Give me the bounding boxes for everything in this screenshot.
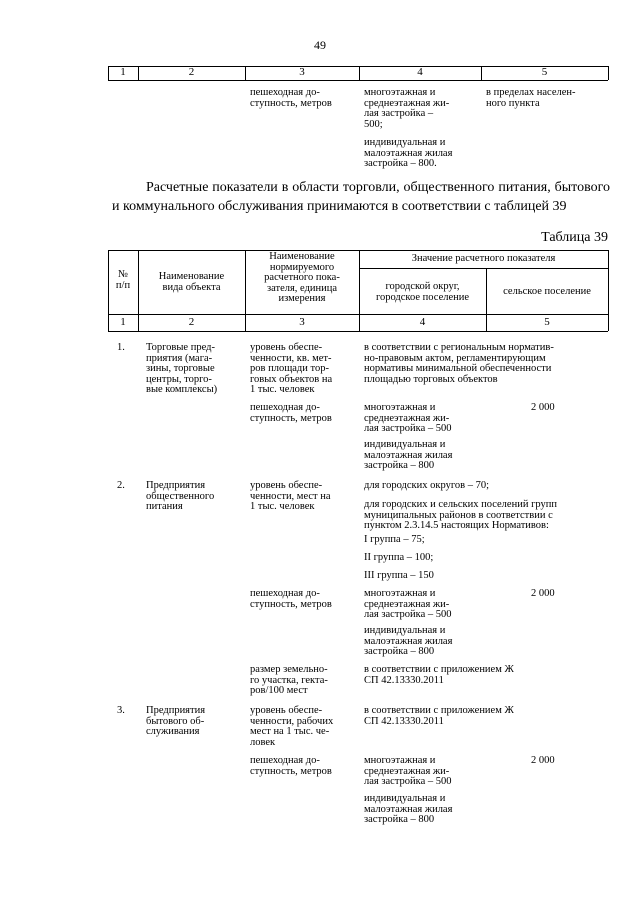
row-value: в соответствии с приложением Ж СП 42.13330.2011	[364, 705, 514, 727]
row-value: многоэтажная и среднеэтажная жи- лая застройка – 500	[364, 402, 452, 434]
row-rural-value: 2 000	[531, 588, 555, 599]
header-number: № п/п	[115, 269, 131, 291]
row-value: в соответствии с приложением Ж СП 42.13330.2011	[364, 664, 514, 686]
row-value: II группа – 100;	[364, 552, 434, 563]
col-number-2: 2	[188, 316, 195, 328]
top-col-number-2: 2	[188, 66, 195, 78]
row-indicator: пешеходная до- ступность, метров	[250, 755, 332, 777]
row-indicator: уровень обеспе- ченности, мест на 1 тыс. человек	[250, 480, 331, 512]
row-value: в соответствии с региональным норматив- но-правовым актом, регламентирующим нормативы минимальной обеспеченности площадью торговых объектов	[364, 342, 554, 385]
row-number: 2.	[117, 480, 125, 491]
row-value: I группа – 75;	[364, 534, 425, 545]
top-col-number-4: 4	[417, 66, 423, 78]
row-rural-value: 2 000	[531, 402, 555, 413]
row-object: Предприятия общественного питания	[146, 480, 215, 512]
top-cell-value-multistorey: многоэтажная и среднеэтажная жи- лая застройка – 500;	[364, 87, 450, 130]
top-cell-value-individual: индивидуальная и малоэтажная жилая застройка – 800.	[364, 137, 453, 169]
top-col-number-5: 5	[541, 66, 548, 78]
table-caption: Таблица 39	[541, 230, 608, 245]
row-value: многоэтажная и среднеэтажная жи- лая застройка – 500	[364, 588, 452, 620]
header-indicator: Наименование нормируемого расчетного пока- зателя, единица измерения	[264, 251, 340, 304]
body-paragraph: Расчетные показатели в области торговли, общественного питания, бытового и коммунального обслуживания принимаются в соответствии с таблицей 39	[112, 180, 610, 214]
row-number: 1.	[117, 342, 125, 353]
row-indicator: пешеходная до- ступность, метров	[250, 588, 332, 610]
col-number-4: 4	[419, 316, 426, 328]
header-object: Наименование вида объекта	[158, 271, 225, 293]
row-value: индивидуальная и малоэтажная жилая застройка – 800	[364, 793, 453, 825]
row-value: для городских округов – 70;	[364, 480, 490, 491]
col-number-3: 3	[299, 316, 305, 328]
row-value: индивидуальная и малоэтажная жилая застройка – 800	[364, 625, 453, 657]
header-value: Значение расчетного показателя	[411, 253, 556, 264]
col-number-5: 5	[544, 316, 550, 328]
page-number: 49	[314, 38, 326, 52]
top-col-number-1: 1	[120, 66, 126, 78]
row-indicator: пешеходная до- ступность, метров	[250, 402, 332, 424]
header-rural: сельское поселение	[503, 286, 591, 297]
row-number: 3.	[117, 705, 125, 716]
top-cell-indicator: пешеходная до- ступность, метров	[250, 87, 332, 109]
row-value: для городских и сельских поселений групп муниципальных районов в соответствии с пунктом 2.3.14.5 настоящих Нормативов:	[364, 499, 557, 531]
row-indicator: уровень обеспе- ченности, рабочих мест на 1 тыс. че- ловек	[250, 705, 334, 748]
top-cell-rural: в пределах населен- ного пункта	[486, 87, 576, 109]
row-object: Предприятия бытового об- служивания	[146, 705, 206, 737]
row-value: индивидуальная и малоэтажная жилая застройка – 800	[364, 439, 453, 471]
row-indicator: размер земельно- го участка, гекта- ров/100 мест	[250, 664, 328, 696]
top-col-number-3: 3	[299, 66, 305, 78]
row-value: многоэтажная и среднеэтажная жи- лая застройка – 500	[364, 755, 452, 787]
row-value: III группа – 150	[364, 570, 434, 581]
row-rural-value: 2 000	[531, 755, 555, 766]
row-indicator: уровень обеспе- ченности, кв. мет- ров площади тор- говых объектов на 1 тыс. человек	[250, 342, 333, 395]
row-object: Торговые пред- приятия (мага- зины, торговые центры, торго- вые комплексы)	[146, 342, 218, 395]
col-number-1: 1	[120, 316, 126, 328]
header-urban: городской округ, городское поселение	[375, 281, 470, 303]
